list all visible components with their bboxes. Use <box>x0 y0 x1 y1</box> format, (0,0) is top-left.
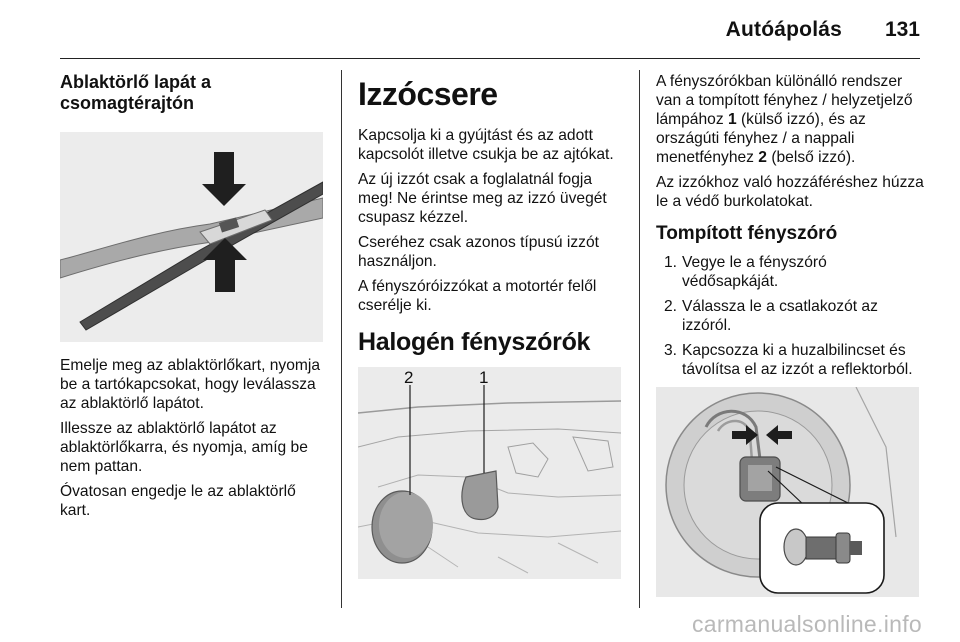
figure-label: 1 <box>479 368 489 387</box>
column-wiper <box>60 72 328 526</box>
low-beam-steps <box>656 253 926 379</box>
wiper-blade-figure <box>60 132 323 342</box>
header-rule <box>60 58 920 59</box>
column-divider <box>341 70 342 608</box>
figure-label: 2 <box>404 368 414 387</box>
list-item: 2. Válassza le a csatlakozót az izzóról. <box>664 298 878 334</box>
list-item: 1. Vegye le a fényszóró védősapkáját. <box>664 254 827 290</box>
access-paragraph: Az izzókhoz való hozzáféréshez húzza le a védő burkolatokat. <box>656 174 924 210</box>
column-low-beam <box>656 72 926 597</box>
wiper-heading: Ablaktörlő lapát a csomagtérajtón <box>60 72 212 113</box>
bulb-replacement-heading: Izzócsere <box>358 76 498 112</box>
headlight-intro: A fényszórókban különálló rendszer van a tompított fényhez / helyzetjelző lámpához 1 (külső izzó), és az országúti fényhez / a nappali menetfényhez 2 (belső izzó). <box>656 73 913 166</box>
column-bulb-replacement <box>358 72 626 579</box>
bulb-paragraph: Az új izzót csak a foglalatnál fogja meg! Ne érintse meg az izzó üvegét csupasz kézzel. <box>358 171 607 226</box>
low-beam-bulb-figure <box>656 387 919 597</box>
page-number: 131 <box>884 18 920 41</box>
column-divider <box>639 70 640 608</box>
low-beam-heading: Tompított fényszóró <box>656 223 838 244</box>
page-header <box>60 18 920 44</box>
bulb-paragraph: Kapcsolja ki a gyújtást és az adott kapcsolót illetve csukja be az ajtókat. <box>358 127 614 163</box>
halogen-headlight-figure <box>358 367 621 579</box>
bulb-paragraph: Cseréhez csak azonos típusú izzót használjon. <box>358 234 599 270</box>
halogen-heading: Halogén fényszórók <box>358 328 591 356</box>
bulb-paragraph: A fényszóróizzókat a motortér felől cserélje ki. <box>358 278 597 314</box>
watermark: carmanualsonline.info <box>691 611 922 637</box>
wiper-paragraph: Óvatosan engedje le az ablaktörlő kart. <box>60 483 296 519</box>
wiper-paragraph: Emelje meg az ablaktörlőkart, nyomja be a tartókapcsokat, hogy leválassza az ablaktörlő lapátot. <box>60 357 321 412</box>
list-item: 3. Kapcsozza ki a huzalbilincset és távolítsa el az izzót a reflektorból. <box>664 342 913 378</box>
wiper-paragraph: Illessze az ablaktörlő lapátot az ablaktörlőkarra, és nyomja, amíg be nem pattan. <box>60 420 308 475</box>
section-title: Autóápolás <box>725 18 842 41</box>
